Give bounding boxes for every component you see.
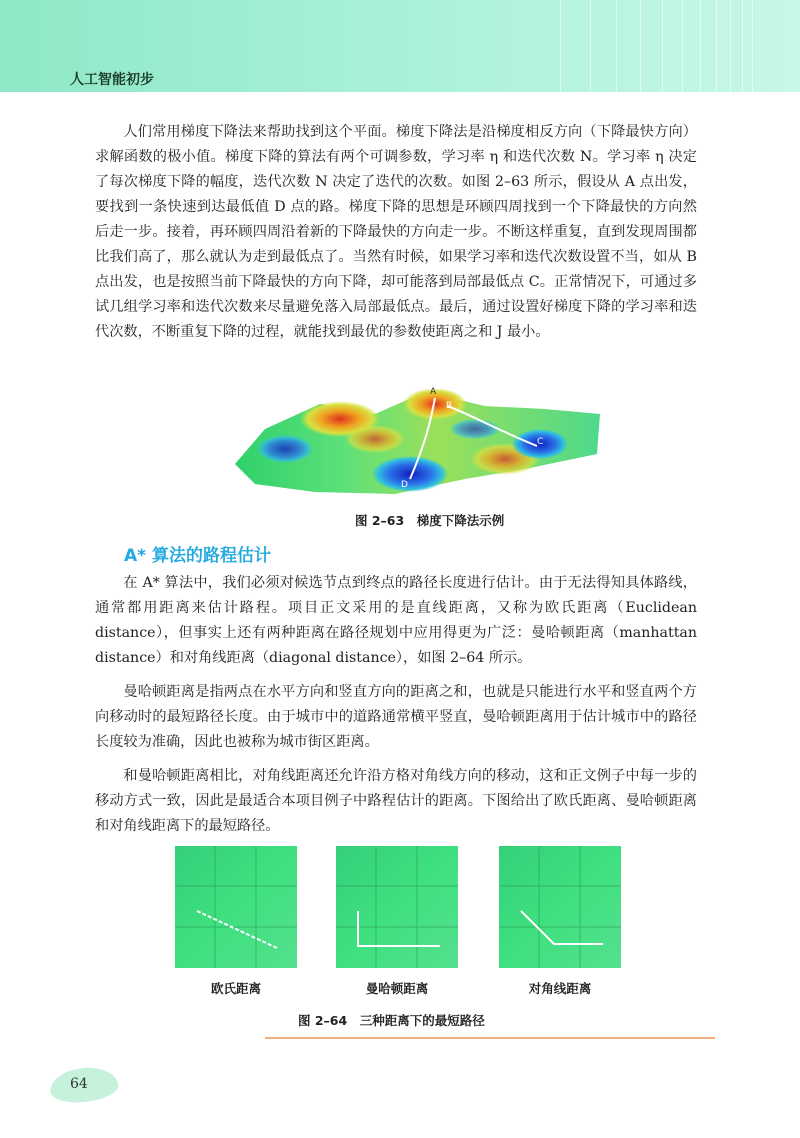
running-title: 人工智能初步 <box>70 72 154 88</box>
paragraph-gradient-descent: 人们常用梯度下降法来帮助找到这个平面。梯度下降法是沿梯度相反方向（下降最快方向）求解函数的极小值。梯度下降的算法有两个可调参数，学习率 η 和迭代次数 N。学习率 η 决定了每次梯度下降的幅度，迭代次数 N 决定了迭代的次数。如图 2–63 所示，假设从 A 点出发，要找到一条快速到达最低值 D 点的路。梯度下降的思想是环顾四周找到一个下降最快的方向然后走一步。接着，再环顾四周沿着新的下降最快的方向走一步。不断这样重复，直到发现周围都比我们高了，那么就认为走到最低点了。当然有时候，如果学习率和迭代次数设置不当，如从 B 点出发，也是按照当前下降最快的方向下降，却可能落到局部最低点 C。正常情况下，可通过多试几组学习率和迭代次数来尽量避免落入局部最低点。最后，通过设置好梯度下降的学习率和迭代次数，不断重复下降的过程，就能找到最优的参数使距离之和 J 最小。 <box>95 124 697 340</box>
diagonal-label: 对角线距离 <box>528 981 592 996</box>
section-heading: A* 算法的路程估计 <box>124 546 271 566</box>
manhattan-path <box>358 911 440 946</box>
figure-2-63-caption: 图 2–63 梯度下降法示例 <box>355 513 505 528</box>
page-number: 64 <box>70 1076 88 1092</box>
point-c-label: C <box>537 437 544 447</box>
manhattan-label: 曼哈顿距离 <box>365 981 429 996</box>
euclidean-path <box>197 911 277 948</box>
point-b-label: B <box>446 401 453 411</box>
paragraph-manhattan: 曼哈顿距离是指两点在水平方向和竖直方向的距离之和，也就是只能进行水平和竖直两个方向移动时的最短路径长度。由于城市中的道路通常横平竖直，曼哈顿距离用于估计城市中的路径长度较为准确，因此也被称为城市街区距离。 <box>95 684 697 750</box>
gradient-descent-surface-figure <box>225 384 605 499</box>
header-stripes <box>560 0 800 92</box>
figure-2-64-caption: 图 2–64 三种距离下的最短路径 <box>298 1013 485 1028</box>
paragraph-diagonal: 和曼哈顿距离相比，对角线距离还允许沿方格对角线方向的移动，这和正文例子中每一步的移动方式一致，因此是最适合本项目例子中路程估计的距离。下图给出了欧氏距离、曼哈顿距离和对角线距离下的最短路径。 <box>95 768 697 834</box>
manhattan-grid-panel <box>336 846 458 968</box>
euclidean-grid-panel <box>175 846 297 968</box>
point-a-label: A <box>430 387 437 397</box>
diagonal-grid-panel <box>499 846 621 968</box>
bottom-rule <box>265 1037 715 1039</box>
euclidean-label: 欧氏距离 <box>210 981 261 996</box>
point-d-label: D <box>401 480 408 490</box>
paragraph-distance-estimation: 在 A* 算法中，我们必须对候选节点到终点的路径长度进行估计。由于无法得知具体路线，通常都用距离来估计路程。项目正文采用的是直线距离，又称为欧氏距离（Euclidean distance），但事实上还有两种距离在路径规划中应用得更为广泛：曼哈顿距离（manhattan distance）和对角线距离（diagonal distance），如图 2–64 所示。 <box>95 575 697 666</box>
